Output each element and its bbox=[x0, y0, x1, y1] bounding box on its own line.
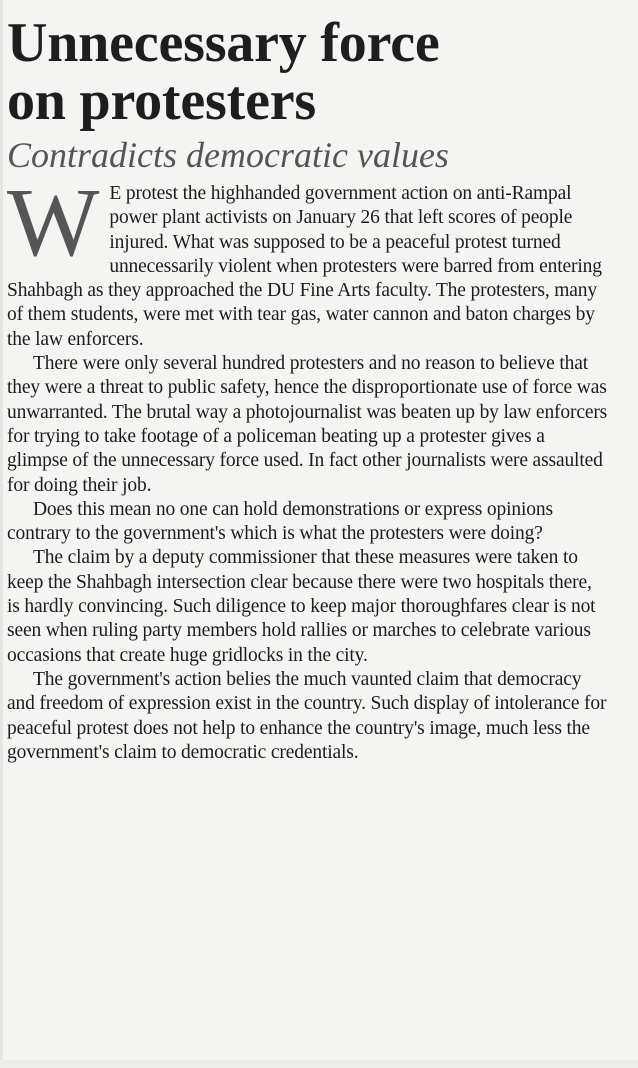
bottom-edge bbox=[0, 1060, 638, 1068]
headline bbox=[7, 14, 608, 130]
paragraph-5: The government's action belies the much vaunted claim that democracy and freedom of expression exist in the country. Such display of intolerance for peaceful protest does not help to enhance the country's image, much less the government's claim to democratic credentials. bbox=[7, 668, 607, 763]
paragraph-1 bbox=[7, 169, 608, 352]
subheadline: Contradicts democratic values bbox=[7, 135, 449, 175]
paragraph-3: Does this mean no one can hold demonstrations or express opinions contrary to the government's which is what the protesters were doing? bbox=[7, 498, 553, 545]
headline-line-1: Unnecessary force bbox=[7, 12, 440, 74]
paragraph-2: There were only several hundred protesters and no reason to believe that they were a threat to public safety, hence the disproportionate use of force was unwarranted. The brutal way a photojournalist was beaten up by law enforcers for trying to take footage of a policeman beating up a protester gives a glimpse of the unnecessary force used. In fact other journalists were assaulted for doing their job. bbox=[7, 353, 608, 496]
article-body bbox=[7, 169, 608, 765]
headline-line-2: on protesters bbox=[7, 70, 316, 132]
drop-cap: W bbox=[7, 169, 100, 277]
paragraph-4: The claim by a deputy commissioner that these measures were taken to keep the Shahbagh intersection clear because there were two hospitals there, is hardly convincing. Such diligence to keep major thoroughfares clear is not seen when ruling party members hold rallies or marches to celebrate various occasions that create huge gridlocks in the city. bbox=[7, 547, 596, 666]
left-edge bbox=[0, 0, 3, 1068]
paragraph-1-text: E protest the highhanded government action on anti-Rampal power plant activists on January 26 that left scores of people injured. What was supposed to be a peaceful protest turned unnecessarily violent when protesters were barred from entering Shahbagh as they approached the DU Fine Arts faculty. The protesters, many of them students, were met with tear gas, water cannon and baton charges by the law enforcers. bbox=[7, 183, 602, 350]
